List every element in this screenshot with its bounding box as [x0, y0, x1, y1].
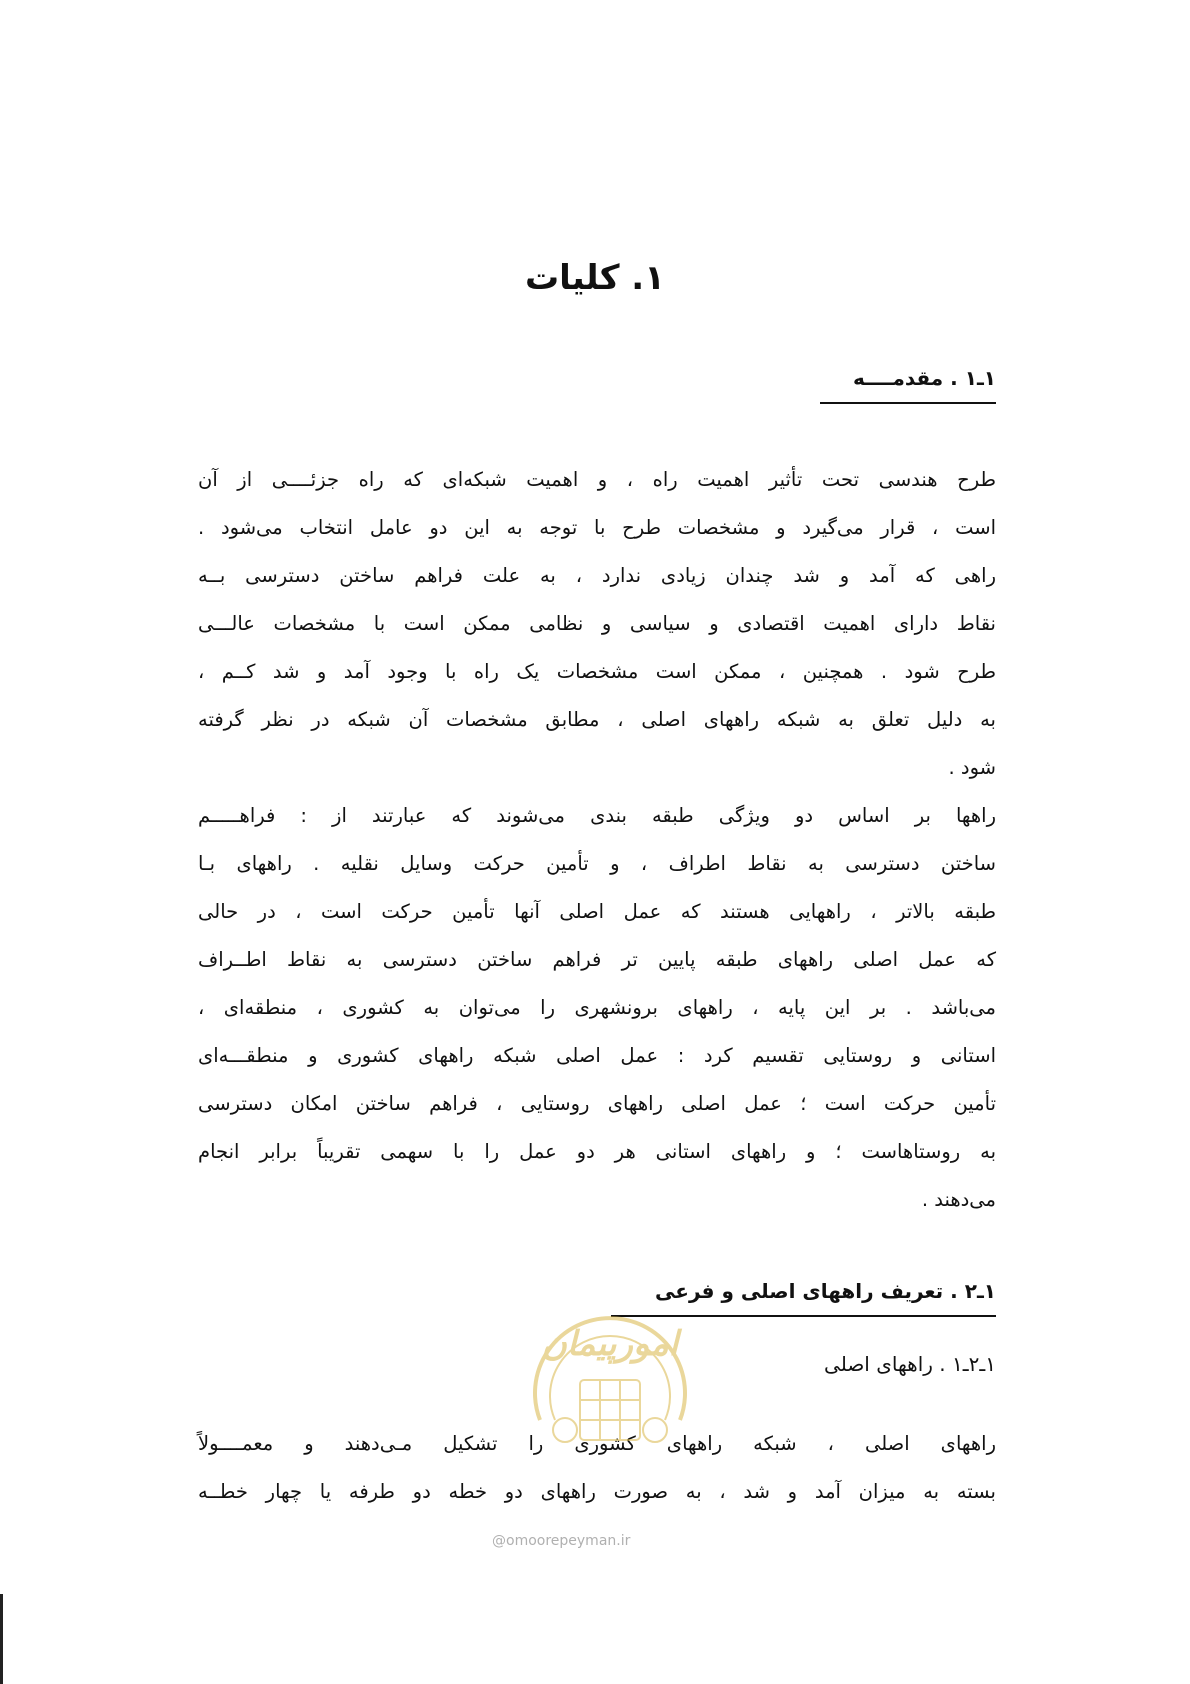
text-line: ساختن دسترسی به نقاط اطراف ، و تأمین حرکت وسایل نقلیه . راههای بـا: [198, 852, 996, 875]
text-line: شود .: [948, 756, 996, 779]
text-line: به روستاهاست ؛ و راههای استانی هر دو عمل را با سهمی تقریباً برابر انجام: [198, 1140, 996, 1163]
paragraph-main-roads: [198, 1420, 996, 1516]
section-heading-introduction: ۱ـ۱ . مقدمــــه: [820, 366, 996, 404]
page-edge-mark: [0, 1594, 3, 1684]
watermark-url: @omoorepeyman.ir: [492, 1533, 631, 1549]
chapter-title: ۱. کلیات: [525, 258, 665, 298]
text-line: نقاط دارای اهمیت اقتصادی و سیاسی و نظامی ممکن است با مشخصات عالـــی: [198, 612, 996, 635]
text-line: راههای اصلی ، شبکه راههای کشوری را تشکیل مـی‌دهند و معمــــولاً: [198, 1432, 996, 1455]
text-line: تأمین حرکت است ؛ عمل اصلی راههای روستایی ، فراهم ساختن امکان دسترسی: [198, 1092, 996, 1115]
text-line: راهی که آمد و شد چندان زیادی ندارد ، به علت فراهم ساختن دسترسی بــه: [198, 564, 996, 587]
text-line: طرح هندسی تحت تأثیر اهمیت راه ، و اهمیت شبکه‌ای که راه جزئــــی از آن: [198, 468, 996, 491]
text-line: استانی و روستایی تقسیم کرد : عمل اصلی شبکه راههای کشوری و منطقـــه‌ای: [198, 1044, 996, 1067]
text-line: طرح شود . همچنین ، ممکن است مشخصات یک راه با وجود آمد و شد کــم ،: [198, 660, 996, 683]
paragraph-introduction: [198, 456, 996, 792]
text-line: که عمل اصلی راههای طبقه پایین تر فراهم ساختن دسترسی به نقاط اطــراف: [198, 948, 996, 971]
text-line: بسته به میزان آمد و شد ، به صورت راههای دو خطه دو طرفه یا چهار خطــه: [198, 1480, 996, 1503]
paragraph-road-classification: [198, 792, 996, 1224]
text-line: راهها بر اساس دو ویژگی طبقه بندی می‌شوند که عبارتند از : فراهـــــم: [198, 804, 996, 827]
text-line: به دلیل تعلق به شبکه راههای اصلی ، مطابق مشخصات آن شبکه در نظر گرفته: [198, 708, 996, 731]
subsection-heading-main-roads: ۱ـ۲ـ۱ . راههای اصلی: [824, 1352, 996, 1376]
text-line: می‌باشد . بر این پایه ، راههای برونشهری را می‌توان به کشوری ، منطقه‌ای ،: [198, 996, 996, 1019]
watermark-logo-text: امورپیمان: [541, 1324, 679, 1364]
text-line: است ، قرار می‌گیرد و مشخصات طرح با توجه به این دو عامل انتخاب می‌شود .: [198, 516, 996, 539]
section-heading-definitions: ۱ـ۲ . تعریف راههای اصلی و فرعی: [611, 1279, 996, 1317]
text-line: طبقه بالاتر ، راههایی هستند که عمل اصلی آنها تأمین حرکت است ، در حالی: [198, 900, 996, 923]
text-line: می‌دهند .: [921, 1188, 996, 1211]
